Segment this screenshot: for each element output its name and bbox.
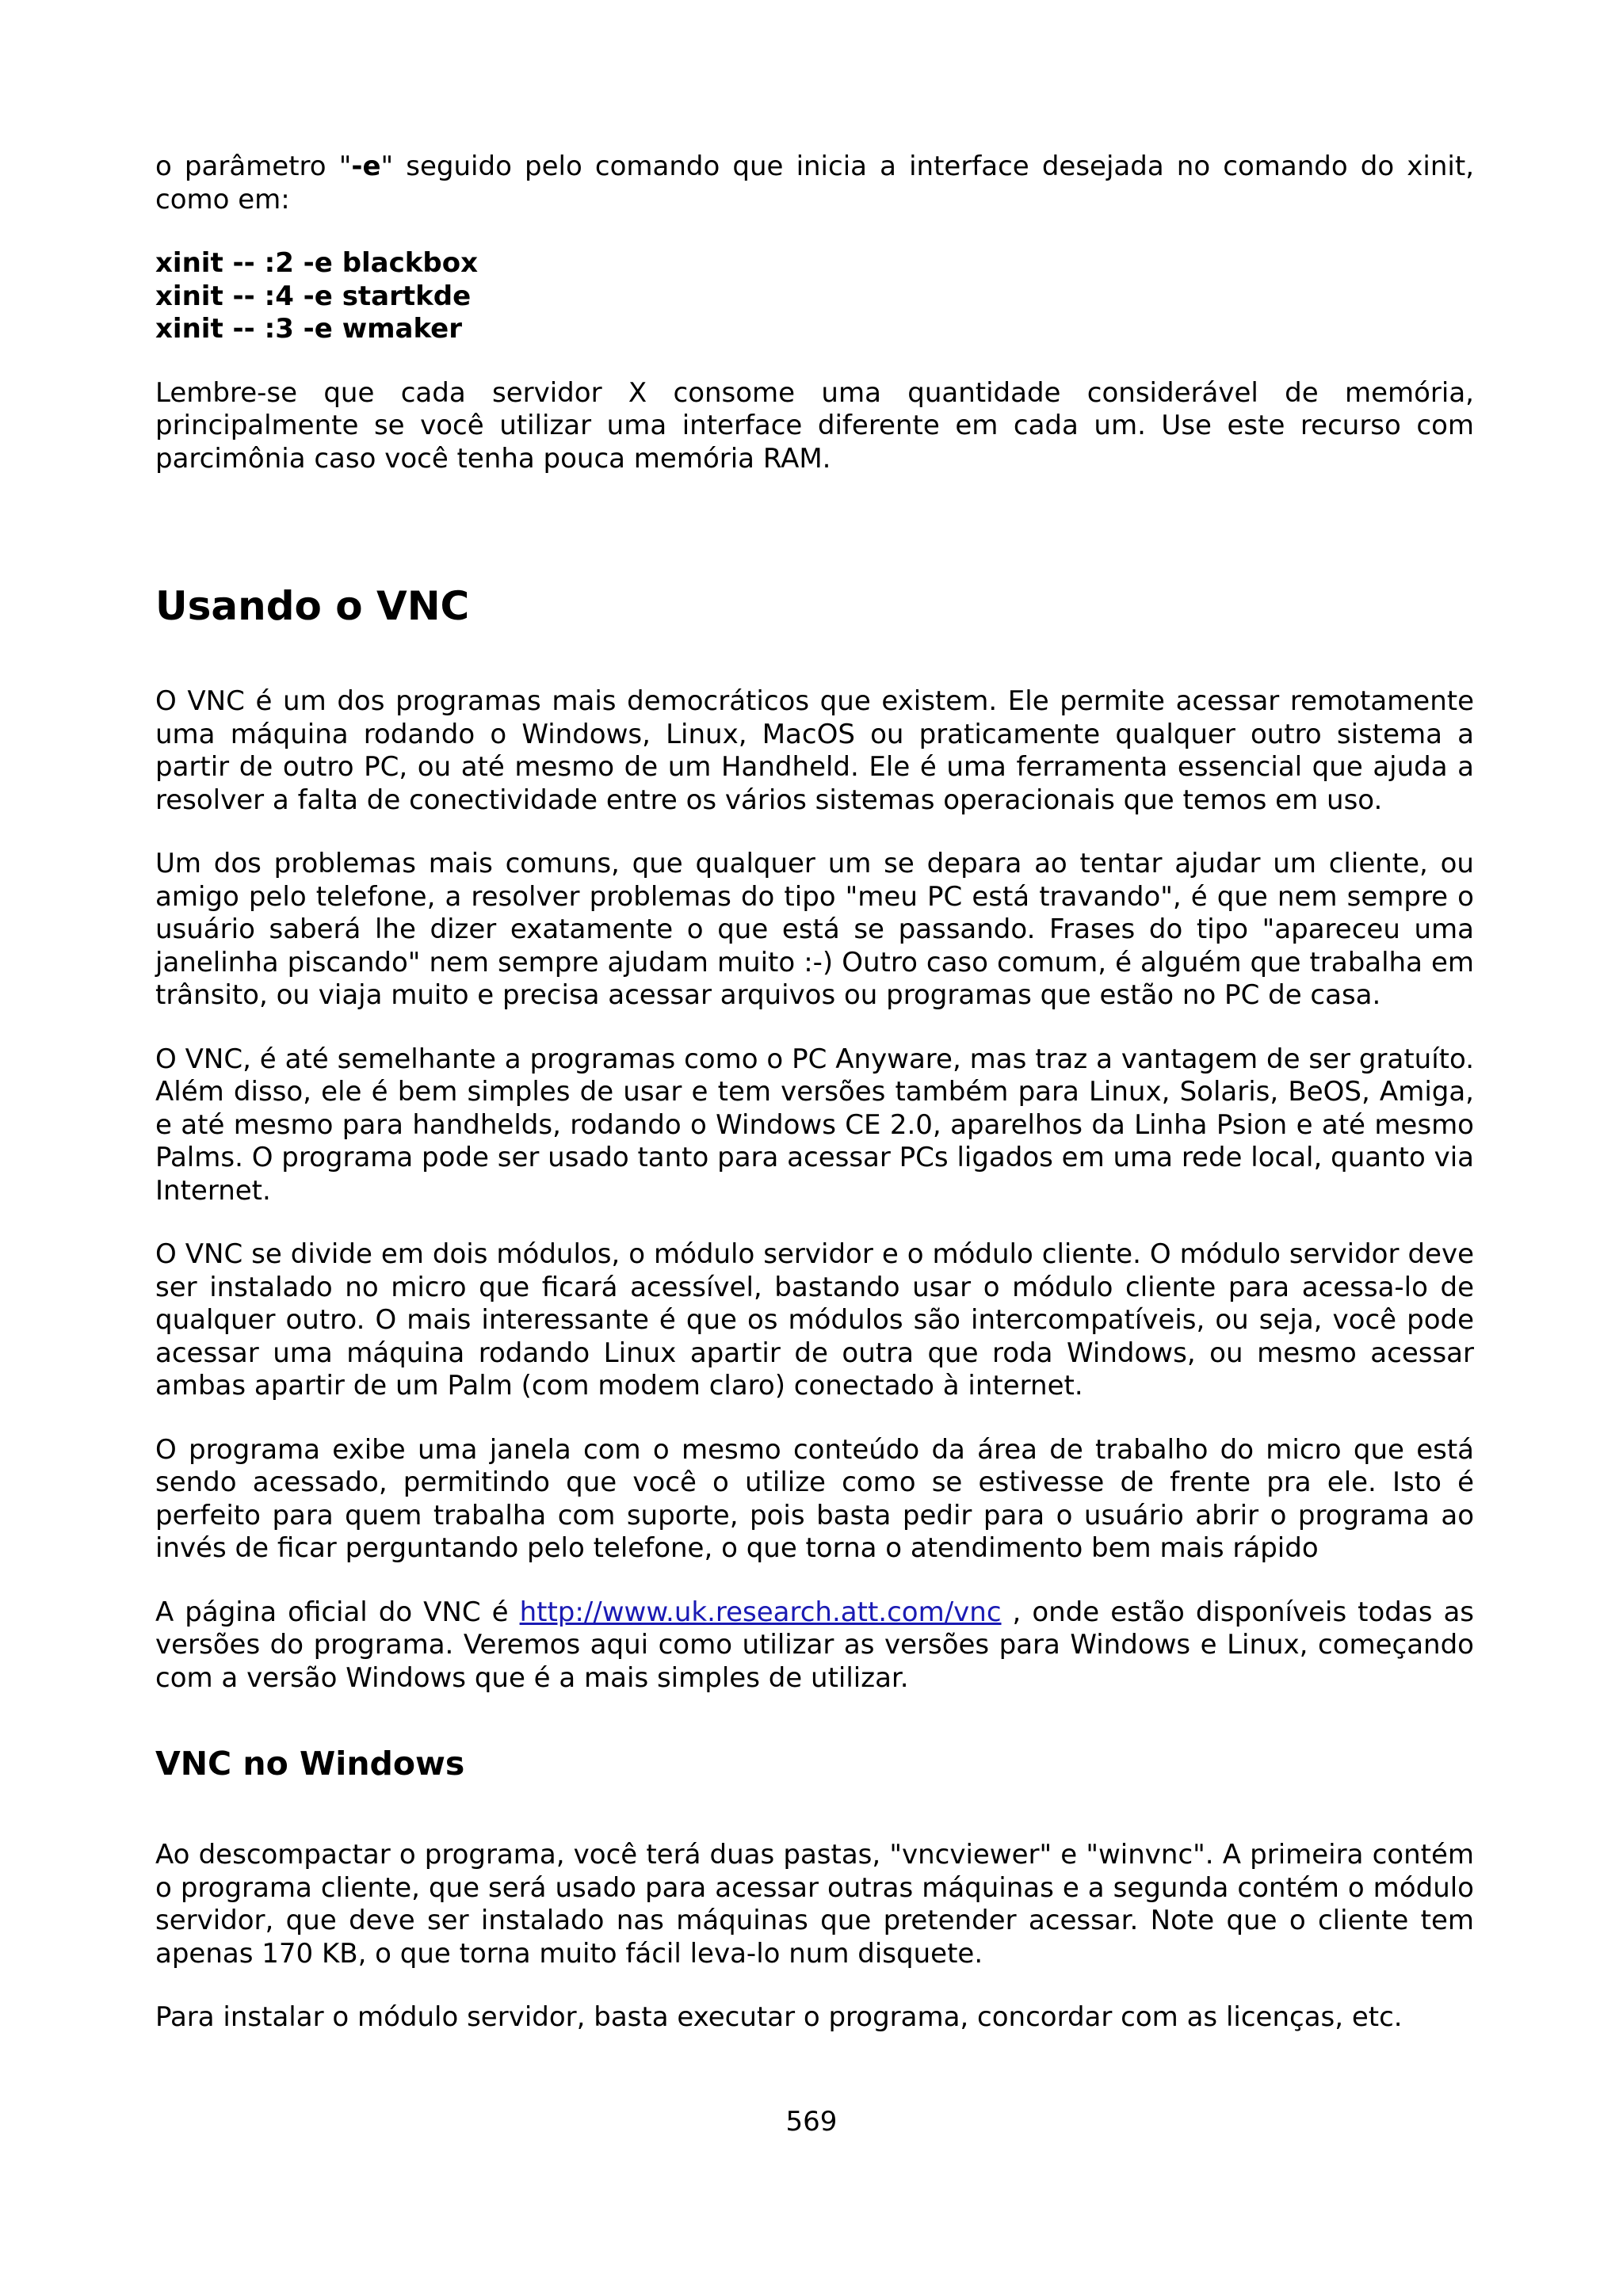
official-page-before: A página oficial do VNC é xyxy=(155,1596,520,1628)
vnc-paragraph: Um dos problemas mais comuns, que qualquer um se depara ao tentar ajudar um cliente, ou amigo pelo telefone, a resolver problemas do tipo "meu PC está travando", é que nem sempre o usuário saberá lhe dizer exatamente o que está se passando. Frases do tipo "apareceu uma janelinha piscando" nem sempre ajudam muito :-) Outro caso comum, é alguém que trabalha em trânsito, ou viaja muito e precisa acessar arquivos ou programas que estão no PC de casa. xyxy=(155,848,1474,1011)
intro-paragraph xyxy=(155,151,1474,216)
vnc-paragraph: O VNC se divide em dois módulos, o módulo servidor e o módulo cliente. O módulo servidor deve ser instalado no micro que ficará acessível, bastando usar o módulo cliente para acessa-lo de qualquer outro. O mais interessante é que os módulos são intercompatíveis, ou seja, você pode acessar uma máquina rodando Linux apartir de outra que roda Windows, ou mesmo acessar ambas apartir de um Palm (com modem claro) conectado à internet. xyxy=(155,1238,1474,1402)
intro-after: " seguido pelo comando que inicia a interface desejada no comando do xinit, como em: xyxy=(155,151,1474,215)
param-flag: -e xyxy=(351,151,381,182)
vnc-paragraph: O VNC, é até semelhante a programas como o PC Anyware, mas traz a vantagem de ser gratuíto. Além disso, ele é bem simples de usar e tem versões também para Linux, Solaris, BeOS, Amiga, e até mesmo para handhelds, rodando o Windows CE 2.0, aparelhos da Linha Psion e até mesmo Palms. O programa pode ser usado tanto para acessar PCs ligados em uma rede local, quanto via Internet. xyxy=(155,1043,1474,1207)
official-page-after: , onde estão disponíveis todas as versões do programa. Veremos aqui como utilizar as versões para Windows e Linux, começando com a versão Windows que é a mais simples de utilizar. xyxy=(155,1596,1474,1694)
command-line: xinit -- :4 -e startkde xyxy=(155,280,472,312)
document-page xyxy=(155,151,1474,2065)
windows-paragraph: Ao descompactar o programa, você terá duas pastas, "vncviewer" e "winvnc". A primeira contém o programa cliente, que será usado para acessar outras máquinas e a segunda contém o módulo servidor, que deve ser instalado nas máquinas que pretender acessar. Note que o cliente tem apenas 170 KB, o que torna muito fácil leva-lo num disquete. xyxy=(155,1839,1474,1970)
intro-before: o parâmetro " xyxy=(155,151,352,182)
page-number: 569 xyxy=(785,2106,838,2138)
command-line: xinit -- :3 -e wmaker xyxy=(155,313,462,345)
memory-note-paragraph: Lembre-se que cada servidor X consome uma quantidade considerável de memória, principalmente se você utilizar uma interface diferente em cada um. Use este recurso com parcimônia caso você tenha pouca memória RAM. xyxy=(155,376,1474,475)
subsection-title: VNC no Windows xyxy=(155,1745,465,1783)
command-line: xinit -- :2 -e blackbox xyxy=(155,247,479,279)
command-list xyxy=(155,247,1474,346)
windows-paragraph: Para instalar o módulo servidor, basta executar o programa, concordar com as licenças, etc. xyxy=(155,2001,1403,2033)
vnc-paragraph: O VNC é um dos programas mais democráticos que existem. Ele permite acessar remotamente uma máquina rodando o Windows, Linux, MacOS ou praticamente qualquer outro sistema a partir de outro PC, ou até mesmo de um Handheld. Ele é uma ferramenta essencial que ajuda a resolver a falta de conectividade entre os vários sistemas operacionais que temos em uso. xyxy=(155,685,1474,816)
vnc-official-link[interactable]: http://www.uk.research.att.com/vnc xyxy=(519,1596,1002,1628)
section-title: Usando o VNC xyxy=(155,583,470,629)
vnc-paragraph: O programa exibe uma janela com o mesmo conteúdo da área de trabalho do micro que está sendo acessado, permitindo que você o utilize como se estivesse de frente pra ele. Isto é perfeito para quem trabalha com suporte, pois basta pedir para o usuário abrir o programa ao invés de ficar perguntando pelo telefone, o que torna o atendimento bem mais rápido xyxy=(155,1433,1474,1564)
official-page-paragraph xyxy=(155,1596,1474,1695)
